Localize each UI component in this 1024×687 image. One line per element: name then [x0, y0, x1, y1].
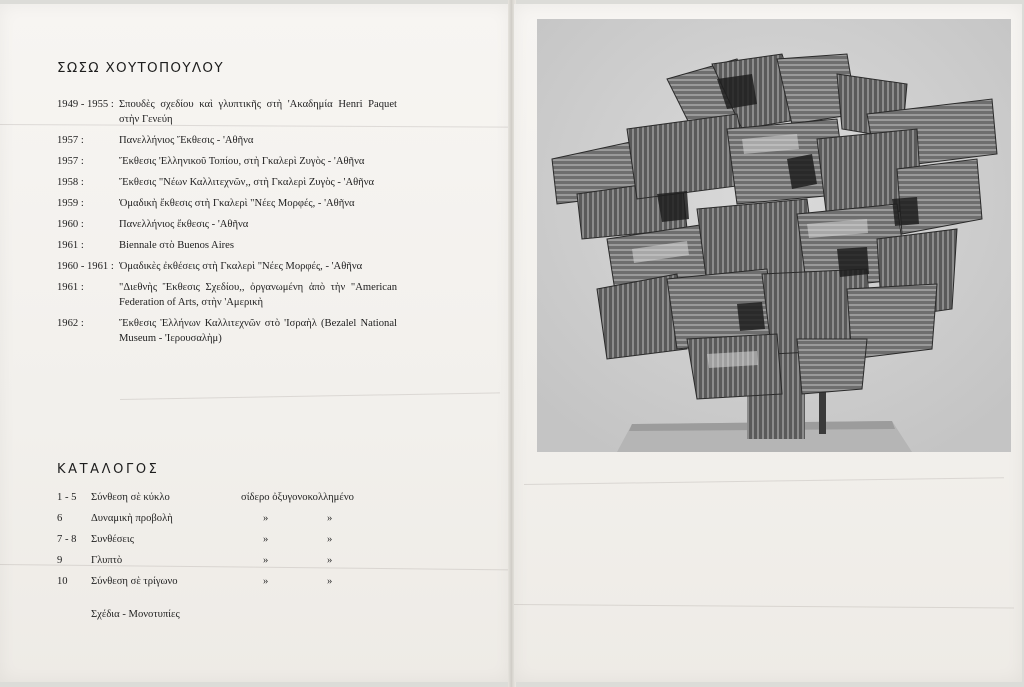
biography-year: 1960 - 1961 :: [57, 261, 114, 272]
biography-year: 1957 :: [57, 156, 84, 167]
biography-entry: [57, 238, 397, 253]
biography-year: 1961 :: [57, 240, 84, 251]
ditto-mark: »: [263, 513, 269, 524]
biography-entry: [57, 316, 397, 346]
catalog-number: 7 - 8: [57, 534, 77, 545]
biography-text: "Διεθνὴς Ἔκθεσις Σχεδίου,, ὀργανωμένη ἀπὸ τὴν "American Federation of Arts, στὴν 'Αμερικὴ: [119, 282, 397, 308]
catalog-material: σίδερο ὀξυγονοκολλημένο: [241, 492, 354, 503]
biography-entry: [57, 154, 397, 169]
catalog-number: 10: [57, 576, 68, 587]
biography-entry: [57, 133, 397, 148]
catalog-entry: [57, 492, 387, 513]
drawings-note: Σχέδια - Μονοτυπίες: [91, 609, 180, 620]
biography-entry: [57, 97, 397, 127]
biography-text: Ὁμαδικὲς ἐκθέσεις στὴ Γκαλερὶ "Νέες Μορφές, - 'Αθῆνα: [119, 261, 363, 272]
biography-year: 1957 :: [57, 135, 84, 146]
biography-text: Ἔκθεσις Ἑλλήνων Καλλιτεχνῶν στὸ 'Ισραὴλ (Bezalel National Museum - 'Ιερουσαλὴμ): [119, 318, 397, 344]
biography-list: [57, 97, 397, 352]
ditto-mark: »: [327, 513, 333, 524]
catalog-entry: [57, 513, 387, 534]
artist-name-heading: ΣΩΣΩ ΧΟΥΤΟΠΟΥΛΟΥ: [57, 60, 224, 76]
ditto-mark: »: [263, 534, 269, 545]
ditto-mark: »: [327, 576, 333, 587]
biography-entry: [57, 175, 397, 190]
ditto-mark: »: [263, 555, 269, 566]
biography-year: 1959 :: [57, 198, 84, 209]
biography-entry: [57, 259, 397, 274]
biography-entry: [57, 196, 397, 211]
ditto-mark: »: [327, 534, 333, 545]
biography-year: 1960 :: [57, 219, 84, 230]
ditto-mark: »: [327, 555, 333, 566]
biography-text: Ὁμαδικὴ ἔκθεσις στὴ Γκαλερὶ "Νέες Μορφές, - 'Αθῆνα: [119, 198, 355, 209]
ditto-mark: »: [263, 576, 269, 587]
catalog-title: Σύνθεση σὲ τρίγωνο: [91, 576, 178, 587]
catalog-number: 1 - 5: [57, 492, 77, 503]
biography-text: Ἔκθεσις 'Ελληνικοῦ Τοπίου, στὴ Γκαλερὶ Ζυγὸς - 'Αθῆνα: [119, 156, 365, 167]
biography-text: Biennale στὸ Buenos Aires: [119, 240, 235, 251]
biography-year: 1949 - 1955 :: [57, 99, 114, 110]
sculpture-photo: [537, 19, 1011, 452]
biography-text: Ἔκθεσις "Νέων Καλλιτεχνῶν,, στὴ Γκαλερὶ Ζυγὸς - 'Αθῆνα: [119, 177, 375, 188]
biography-entry: [57, 217, 397, 232]
biography-text: Πανελλήνιος Ἔκθεσις - 'Αθῆνα: [119, 135, 254, 146]
biography-year: 1958 :: [57, 177, 84, 188]
catalog-entry: [57, 534, 387, 555]
catalog-entry: [57, 555, 387, 576]
catalog-number: 6: [57, 513, 63, 524]
catalog-title: Σύνθεση σὲ κύκλο: [91, 492, 170, 503]
catalog-title: Δυναμικὴ προβολὴ: [91, 513, 173, 524]
catalog-title: Συνθέσεις: [91, 534, 134, 545]
catalog-number: 9: [57, 555, 63, 566]
catalog-title: Γλυπτὸ: [91, 555, 123, 566]
catalog-heading: ΚΑΤΑΛΟΓΟΣ: [57, 462, 160, 477]
biography-text: Σπουδὲς σχεδίου καὶ γλυπτικῆς στὴ 'Ακαδημία Henri Paquet στὴν Γενεύη: [119, 99, 397, 125]
biography-year: 1961 :: [57, 282, 84, 293]
biography-year: 1962 :: [57, 318, 84, 329]
biography-text: Πανελλήνιος ἔκθεσις - 'Αθῆνα: [119, 219, 249, 230]
catalog-list: [57, 492, 387, 597]
catalog-entry: [57, 576, 387, 597]
biography-entry: [57, 280, 397, 310]
